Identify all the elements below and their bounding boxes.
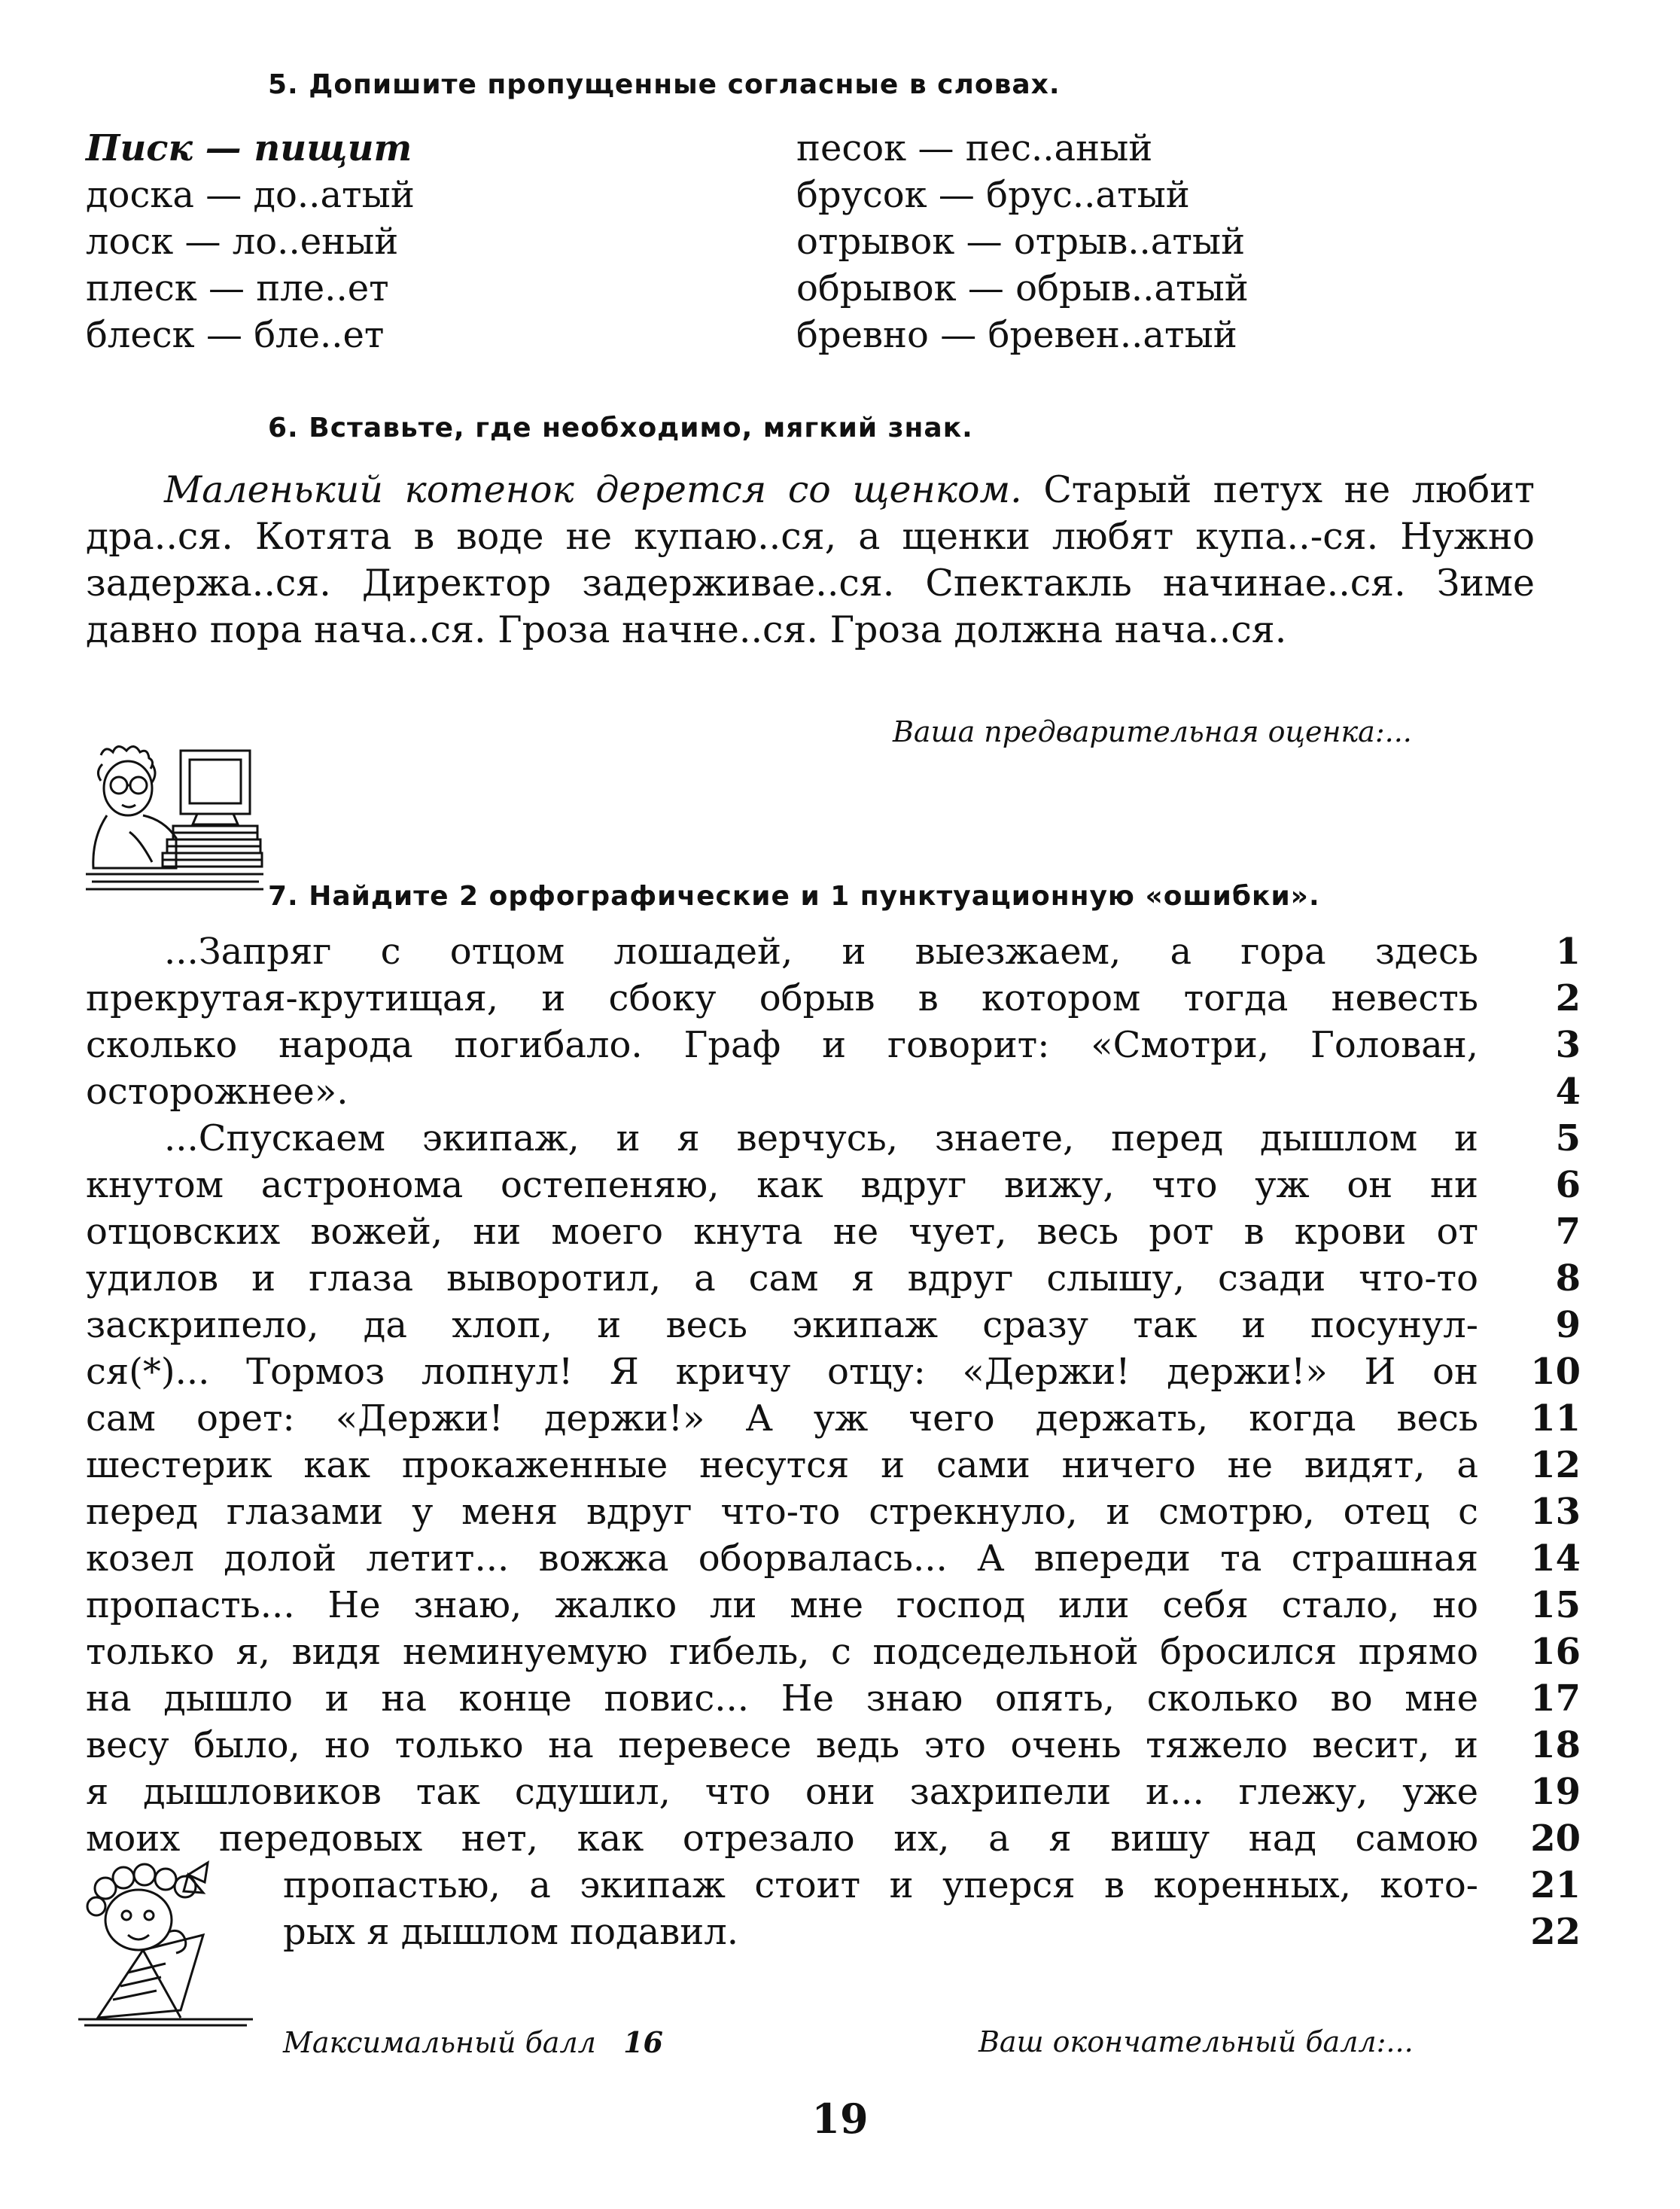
task5-right-word: обрывок — обрыв..атый [796,267,1249,309]
task6-lead-sentence: Маленький котенок дерется со щенком. [164,468,1022,511]
text-line: на дышло и на конце повис... Не знаю опять, сколько во мне [86,1677,1478,1720]
line-number: 21 [1530,1864,1581,1906]
text-line: моих передовых нет, как отрезало их, а я вишу над самою [86,1817,1478,1860]
text-line: ся(*)... Тормоз лопнул! Я кричу отцу: «Держи! держи!» И он [86,1351,1478,1393]
text-line: кнутом астронома остепеняю, как вдруг вижу, что уж он ни [86,1164,1478,1206]
text-line: только я, видя неминуемую гибель, с подседельной бросился прямо [86,1631,1478,1673]
girl-reading-illustration [75,1860,256,2029]
task5-left-word: Писк — пищит [86,127,412,169]
text-line: пропастью, а экипаж стоит и уперся в коренных, кото- [283,1864,1478,1906]
task6-paragraph [86,467,1535,654]
text-line: пропасть... Не знаю, жалко ли мне господ или себя стало, но [86,1584,1478,1626]
line-number: 16 [1530,1631,1581,1673]
line-number: 9 [1555,1304,1581,1346]
line-number: 13 [1530,1491,1581,1533]
text-line: ...Спускаем экипаж, и я верчусь, знаете, перед дышлом и [164,1117,1478,1159]
task6-title: 6. Вставьте, где необходимо, мягкий знак. [268,413,973,443]
line-number: 22 [1530,1911,1581,1953]
max-score [283,2025,663,2059]
text-line: рых я дышлом подавил. [283,1911,738,1953]
final-score: Ваш окончательный балл:... [978,2025,1414,2058]
preliminary-score: Ваша предварительная оценка:... [893,715,1412,748]
page-number: 19 [811,2095,869,2143]
task7-title: 7. Найдите 2 орфографические и 1 пунктуационную «ошибки». [268,881,1320,912]
text-line: удилов и глаза выворотил, а сам я вдруг слышу, сзади что-то [86,1257,1478,1300]
text-line: я дышловиков так сдушил, что они захрипели и... глежу, уже [86,1771,1478,1813]
line-number: 11 [1530,1397,1581,1440]
line-number: 5 [1555,1117,1581,1159]
line-number: 7 [1555,1211,1581,1253]
line-number: 15 [1530,1584,1581,1626]
line-number: 3 [1555,1024,1581,1066]
line-number: 19 [1530,1771,1581,1813]
text-line: перед глазами у меня вдруг что-то стрекнуло, и смотрю, отец с [86,1491,1478,1533]
text-line: козел долой летит... вожжа оборвалась... А впереди та страшная [86,1537,1478,1580]
text-line: осторожнее». [86,1071,348,1113]
line-number: 6 [1555,1164,1581,1206]
text-line: прекрутая-крутищая, и сбоку обрыв в котором тогда невесть [86,977,1478,1019]
text-line: шестерик как прокаженные несутся и сами ничего не видят, а [86,1444,1478,1486]
max-score-label: Максимальный балл [283,2026,596,2059]
line-number: 1 [1555,931,1581,973]
task5-right-word: песок — пес..аный [796,127,1153,169]
line-number: 14 [1530,1537,1581,1580]
text-line: ...Запряг с отцом лошадей, и выезжаем, а гора здесь [164,931,1478,973]
text-line: сколько народа погибало. Граф и говорит: «Смотри, Голован, [86,1024,1478,1066]
line-number: 10 [1530,1351,1581,1393]
line-number: 17 [1530,1677,1581,1720]
task5-right-word: отрывок — отрыв..атый [796,221,1246,263]
student-computer-illustration [84,742,265,896]
line-number: 2 [1555,977,1581,1019]
task5-left-word: лоск — ло..еный [86,221,399,263]
max-score-value: 16 [623,2025,663,2059]
line-number: 12 [1530,1444,1581,1486]
task5-right-word: бревно — бревен..атый [796,314,1237,356]
line-number: 8 [1555,1257,1581,1300]
line-number: 20 [1530,1817,1581,1860]
text-line: заскрипело, да хлоп, и весь экипаж сразу так и посунул- [86,1304,1478,1346]
task5-title: 5. Допишите пропущенные согласные в словах. [268,69,1061,100]
task6-text: Старый петух не любит дра..ся. Котята в воде не купаю..ся, а щенки любят купа..-ся. Нужно задержа..ся. Директор задерживае..ся. Спектакль начинае..ся. Зиме давно пора нача..ся. Гроза начне..ся. Гроза должна нача..ся. [86,468,1535,651]
text-line: весу было, но только на перевесе ведь это очень тяжело весит, и [86,1724,1478,1766]
task5-left-word: блеск — бле..ет [86,314,385,356]
line-number: 4 [1555,1071,1581,1113]
task5-left-word: доска — до..атый [86,174,415,216]
text-line: отцовских вожей, ни моего кнута не чует, весь рот в крови от [86,1211,1478,1253]
text-line: сам орет: «Держи! держи!» А уж чего держать, когда весь [86,1397,1478,1440]
task5-right-word: брусок — брус..атый [796,174,1190,216]
line-number: 18 [1530,1724,1581,1766]
task5-left-word: плеск — пле..ет [86,267,389,309]
